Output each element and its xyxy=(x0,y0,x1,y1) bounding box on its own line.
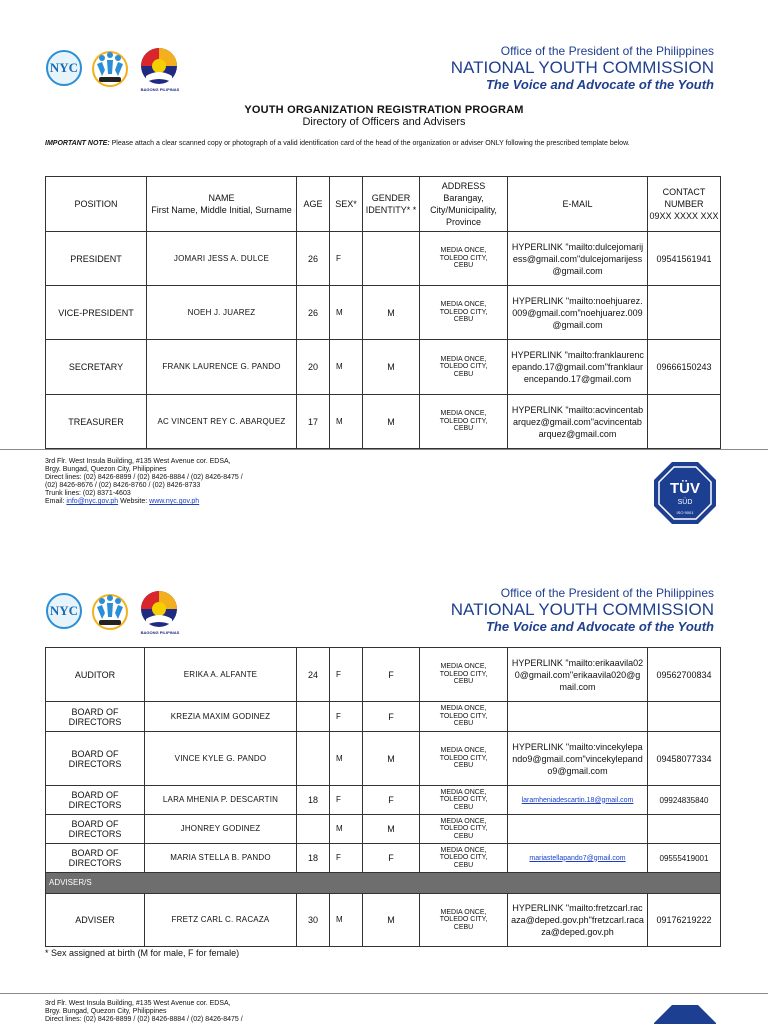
officer-name: AC VINCENT REY C. ABARQUEZ xyxy=(147,395,297,449)
officer-address: MEDIA ONCE, TOLEDO CITY, CEBU xyxy=(420,815,508,844)
officer-address: MEDIA ONCE, TOLEDO CITY, CEBU xyxy=(420,732,508,786)
officer-sex: M xyxy=(330,395,363,449)
email-label: Email: xyxy=(45,498,67,505)
officer-age: 17 xyxy=(297,395,330,449)
officer-age: 18 xyxy=(297,786,330,815)
tuv-text: TÜV xyxy=(670,480,700,497)
table-row xyxy=(46,844,721,873)
officer-email xyxy=(508,815,648,844)
office-header xyxy=(451,44,714,93)
officer-position: BOARD OF DIRECTORS xyxy=(46,732,145,786)
officer-position: TREASURER xyxy=(46,395,147,449)
officer-age: 26 xyxy=(297,286,330,340)
officer-address: MEDIA ONCE, TOLEDO CITY, CEBU xyxy=(420,286,508,340)
officer-address: MEDIA ONCE, TOLEDO CITY, CEBU xyxy=(420,844,508,873)
logo-group xyxy=(46,46,180,90)
officer-email[interactable]: HYPERLINK "mailto:acvincentabarquez@gmail.com"acvincentabarquez@gmail.com xyxy=(508,395,648,449)
sud-text: SÜD xyxy=(677,499,693,506)
officer-name: ERIKA A. ALFANTE xyxy=(145,648,297,702)
officer-gender: F xyxy=(363,786,420,815)
officer-gender: F xyxy=(363,648,420,702)
footer-contact-line xyxy=(45,498,345,506)
office-name: Office of the President of the Philippines xyxy=(500,586,714,600)
officer-name: NOEH J. JUAREZ xyxy=(147,286,297,340)
header-sex: SEX* xyxy=(330,177,363,232)
officer-sex: M xyxy=(330,894,363,947)
iso-text: ISO 9001 xyxy=(676,510,694,515)
important-note xyxy=(45,139,725,149)
table-row xyxy=(46,648,721,702)
officer-address: MEDIA ONCE, TOLEDO CITY, CEBU xyxy=(420,232,508,286)
officers-body-page2 xyxy=(46,648,721,873)
officer-sex: F xyxy=(330,702,363,732)
officer-contact: 09541561941 xyxy=(648,232,721,286)
officer-sex: M xyxy=(330,286,363,340)
footer-line: 3rd Flr. West Insula Building, #135 West Avenue cor. EDSA, xyxy=(45,1000,231,1007)
header-age: AGE xyxy=(297,177,330,232)
officer-position: VICE-PRESIDENT xyxy=(46,286,147,340)
officer-position: BOARD OF DIRECTORS xyxy=(46,702,145,732)
officer-email[interactable]: HYPERLINK "mailto:vincekylepando9@gmail.com"vincekylepando9@gmail.com xyxy=(508,732,648,786)
officer-position: SECRETARY xyxy=(46,340,147,395)
officer-age: 18 xyxy=(297,844,330,873)
officer-name: MARIA STELLA B. PANDO xyxy=(145,844,297,873)
officer-name: JOMARI JESS A. DULCE xyxy=(147,232,297,286)
header-gender: GENDER IDENTITY* * xyxy=(363,177,420,232)
officer-sex: M xyxy=(330,340,363,395)
officer-address: MEDIA ONCE, TOLEDO CITY, CEBU xyxy=(420,786,508,815)
officer-address: MEDIA ONCE, TOLEDO CITY, CEBU xyxy=(420,340,508,395)
logo-group xyxy=(46,589,180,633)
footer-line: Trunk lines: (02) 8371-4603 xyxy=(45,490,131,497)
officer-age: 26 xyxy=(297,232,330,286)
officer-position: BOARD OF DIRECTORS xyxy=(46,844,145,873)
footer-address xyxy=(45,1000,345,1024)
officer-gender: F xyxy=(363,844,420,873)
commission-name: NATIONAL YOUTH COMMISSION xyxy=(450,58,714,77)
officer-email[interactable]: HYPERLINK "mailto:dulcejomarijess@gmail.com"dulcejomarijess@gmail.com xyxy=(508,232,648,286)
officer-email[interactable]: HYPERLINK "mailto:franklaurencepando.17@gmail.com"franklaurencepando.17@gmail.com xyxy=(508,340,648,395)
footer-line: Direct lines: (02) 8426-8899 / (02) 8426-8884 / (02) 8426-8475 / xyxy=(45,1016,243,1023)
adviser-section-row xyxy=(46,873,721,894)
officer-age: 20 xyxy=(297,340,330,395)
officer-name: KREZIA MAXIM GODINEZ xyxy=(145,702,297,732)
officer-email xyxy=(508,702,648,732)
officer-sex: F xyxy=(330,844,363,873)
officer-age xyxy=(297,732,330,786)
officer-gender: M xyxy=(363,395,420,449)
officer-address: MEDIA ONCE, TOLEDO CITY, CEBU xyxy=(420,395,508,449)
table-row xyxy=(46,232,721,286)
footer-line: (02) 8426-8676 / (02) 8426-8760 / (02) 8426-8733 xyxy=(45,482,201,489)
office-header xyxy=(451,586,714,635)
officer-contact: 09458077334 xyxy=(648,732,721,786)
officer-gender: F xyxy=(363,702,420,732)
officer-contact: 09562700834 xyxy=(648,648,721,702)
header-address: ADDRESS Barangay, City/Municipality, Province xyxy=(420,177,508,232)
officers-table-page1 xyxy=(45,176,721,449)
website-label: Website: xyxy=(118,498,150,505)
officer-position: PRESIDENT xyxy=(46,232,147,286)
officer-gender: M xyxy=(363,340,420,395)
officer-email[interactable]: HYPERLINK "mailto:fretzcarl.racaza@deped.gov.ph"fretzcarl.racaza@deped.gov.ph xyxy=(508,894,648,947)
officer-contact: 09666150243 xyxy=(648,340,721,395)
officer-name: LARA MHENIA P. DESCARTIN xyxy=(145,786,297,815)
officer-address: MEDIA ONCE, TOLEDO CITY, CEBU xyxy=(420,702,508,732)
officer-contact xyxy=(648,702,721,732)
adviser-section-label: ADVISER/S xyxy=(46,873,721,894)
table-row xyxy=(46,395,721,449)
table-row xyxy=(46,702,721,732)
table-row xyxy=(46,786,721,815)
youth-figures-logo xyxy=(90,591,130,631)
bagong-pilipinas-logo xyxy=(138,589,180,633)
officer-sex: F xyxy=(330,786,363,815)
officer-address: MEDIA ONCE, TOLEDO CITY, CEBU xyxy=(420,648,508,702)
table-row xyxy=(46,732,721,786)
adviser-body xyxy=(46,894,721,947)
note-label: IMPORTANT NOTE: xyxy=(45,140,110,147)
header-contact: CONTACT NUMBER 09XX XXXX XXX xyxy=(648,177,721,232)
table-row xyxy=(46,340,721,395)
table-row xyxy=(46,894,721,947)
header-name: NAME First Name, Middle Initial, Surname xyxy=(147,177,297,232)
nyc-logo: NYC xyxy=(46,50,82,86)
officer-gender: M xyxy=(363,286,420,340)
tagline: The Voice and Advocate of the Youth xyxy=(485,77,714,92)
officer-position: BOARD OF DIRECTORS xyxy=(46,786,145,815)
officer-contact: 09924835840 xyxy=(648,786,721,815)
officer-name: FRETZ CARL C. RACAZA xyxy=(145,894,297,947)
officer-email[interactable]: laramheniadescartin.18@gmail.com xyxy=(508,786,648,815)
officer-email[interactable]: mariastellapando7@gmail.com xyxy=(508,844,648,873)
footer-divider xyxy=(0,449,768,450)
website-link[interactable]: www.nyc.gov.ph xyxy=(149,498,200,505)
officer-age xyxy=(297,815,330,844)
table-row xyxy=(46,815,721,844)
officer-contact xyxy=(648,815,721,844)
commission-name: NATIONAL YOUTH COMMISSION xyxy=(450,600,714,619)
officer-age: 30 xyxy=(297,894,330,947)
table-header-row xyxy=(46,177,721,232)
officer-age xyxy=(297,702,330,732)
footer-line: 3rd Flr. West Insula Building, #135 West Avenue cor. EDSA, xyxy=(45,458,231,465)
officer-name: VINCE KYLE G. PANDO xyxy=(145,732,297,786)
table-row xyxy=(46,286,721,340)
officer-address: MEDIA ONCE, TOLEDO CITY, CEBU xyxy=(420,894,508,947)
header-email: E-MAIL xyxy=(508,177,648,232)
office-name: Office of the President of the Philippines xyxy=(500,44,714,58)
officer-position: ADVISER xyxy=(46,894,145,947)
officer-sex: F xyxy=(330,232,363,286)
officer-position: AUDITOR xyxy=(46,648,145,702)
officer-age: 24 xyxy=(297,648,330,702)
tagline: The Voice and Advocate of the Youth xyxy=(485,619,714,634)
officer-contact xyxy=(648,286,721,340)
officer-name: FRANK LAURENCE G. PANDO xyxy=(147,340,297,395)
officer-sex: M xyxy=(330,732,363,786)
tuv-certification-badge xyxy=(652,1003,718,1024)
footer-line: Brgy. Bungad, Quezon City, Philippines xyxy=(45,466,167,473)
officer-position: BOARD OF DIRECTORS xyxy=(46,815,145,844)
officer-gender xyxy=(363,232,420,286)
officer-name: JHONREY GODINEZ xyxy=(145,815,297,844)
footer-address xyxy=(45,458,345,506)
bagong-pilipinas-text: BAGONG PILIPINAS xyxy=(140,87,180,92)
officer-sex: M xyxy=(330,815,363,844)
officer-gender: M xyxy=(363,732,420,786)
document-subtitle: Directory of Officers and Advisers xyxy=(302,116,466,128)
officer-contact: 09555419001 xyxy=(648,844,721,873)
officers-body-page1 xyxy=(46,232,721,449)
bagong-pilipinas-text: BAGONG PILIPINAS xyxy=(140,630,180,635)
officer-email[interactable]: HYPERLINK "mailto:erikaavila020@gmail.com"erikaavila020@gmail.com xyxy=(508,648,648,702)
document-title: YOUTH ORGANIZATION REGISTRATION PROGRAM xyxy=(244,104,524,116)
note-text: Please attach a clear scanned copy or photograph of a valid identification card of the head of the organization or adviser ONLY following the prescribed template below. xyxy=(109,140,630,147)
footer-divider xyxy=(0,993,768,994)
officer-contact: 09176219222 xyxy=(648,894,721,947)
officer-email[interactable]: HYPERLINK "mailto:noehjuarez.009@gmail.com"noehjuarez.009@gmail.com xyxy=(508,286,648,340)
officer-gender: M xyxy=(363,815,420,844)
sex-footnote: * Sex assigned at birth (M for male, F for female) xyxy=(45,948,240,958)
officer-sex: F xyxy=(330,648,363,702)
tuv-certification-badge xyxy=(652,460,718,526)
email-link[interactable]: info@nyc.gov.ph xyxy=(66,498,119,505)
nyc-logo: NYC xyxy=(46,593,82,629)
bagong-pilipinas-logo xyxy=(138,46,180,90)
footer-line: Brgy. Bungad, Quezon City, Philippines xyxy=(45,1008,167,1015)
youth-figures-logo xyxy=(90,48,130,88)
header-position: POSITION xyxy=(46,177,147,232)
officers-table-page2 xyxy=(45,647,721,947)
officer-gender: M xyxy=(363,894,420,947)
officer-contact xyxy=(648,395,721,449)
footer-line: Direct lines: (02) 8426-8899 / (02) 8426-8884 / (02) 8426-8475 / xyxy=(45,474,243,481)
